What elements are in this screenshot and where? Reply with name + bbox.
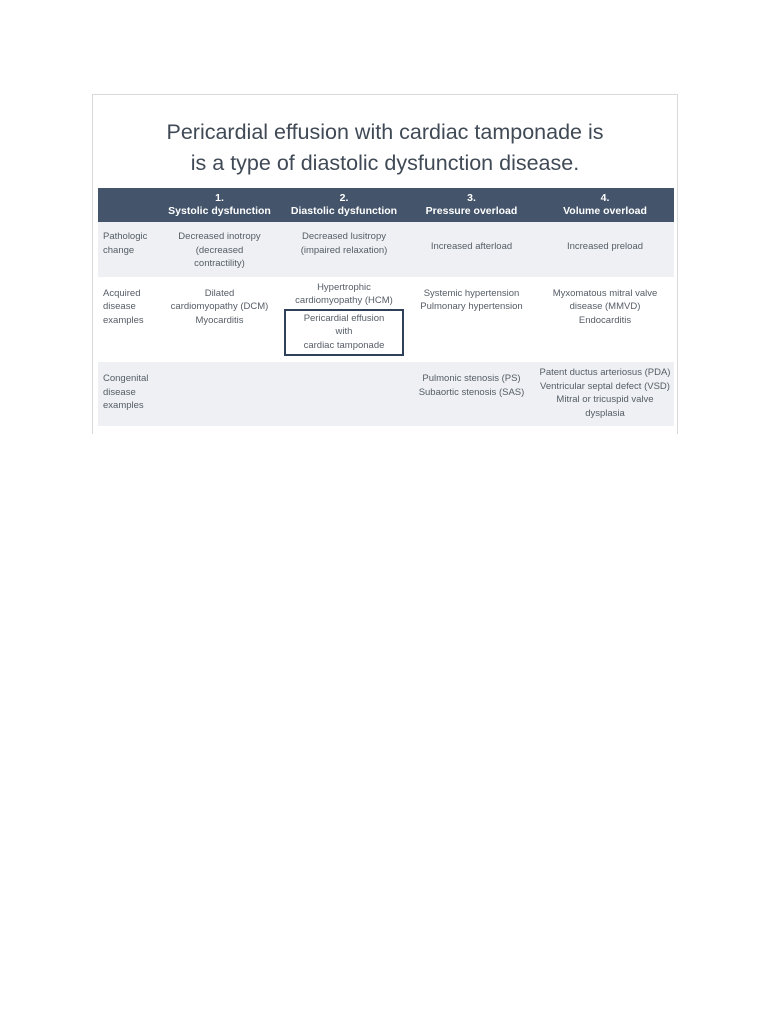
cell-diastolic [281, 277, 407, 363]
row-label-line: Acquired [103, 287, 141, 299]
row-label [98, 277, 158, 363]
cell-line: dysplasia [585, 407, 625, 419]
cell-line: Myxomatous mitral valve [552, 287, 658, 299]
cell-line: Pulmonic stenosis (PS) [422, 373, 521, 384]
cell-pressure [407, 222, 536, 277]
header-systolic [158, 188, 281, 222]
slide-title [93, 117, 677, 179]
table-header-row [98, 188, 674, 222]
cell-line: Endocarditis [578, 314, 632, 326]
cell-line: cardiomyopathy (DCM) [170, 301, 269, 312]
cell-line: Myocarditis [195, 314, 244, 326]
highlight-box [284, 309, 404, 357]
cell-line: Pulmonary hypertension [420, 301, 523, 312]
row-label-line: change [103, 244, 135, 256]
cell-line: Dilated [204, 287, 235, 299]
row-label-line: Pathologic [103, 231, 148, 242]
header-cell-empty [98, 188, 158, 222]
cell-volume [536, 277, 674, 363]
cell-line: cardiomyopathy (HCM) [295, 295, 393, 306]
header-label: Systolic dysfunction [168, 205, 271, 217]
header-label: Pressure overload [425, 205, 518, 217]
row-label [98, 362, 158, 426]
cell-line: Patent ductus arteriosus (PDA) [539, 367, 671, 378]
cell-line: Hypertrophic [317, 281, 371, 293]
cell-line: Increased preload [566, 240, 644, 252]
header-diastolic [281, 188, 407, 222]
cell-systolic [158, 362, 281, 426]
cell-diastolic [281, 362, 407, 426]
cell-line: Decreased lusitropy [302, 231, 386, 242]
header-number: 3. [467, 192, 476, 204]
highlight-line: Pericardial effusion with [303, 312, 385, 337]
table-row [98, 222, 674, 277]
cell-systolic [158, 277, 281, 363]
cell-line: Increased afterload [430, 240, 513, 252]
header-label: Diastolic dysfunction [290, 205, 398, 217]
row-label-line: examples [103, 400, 144, 411]
cell-line: Systemic hypertension [423, 287, 520, 299]
header-volume [536, 188, 674, 222]
cell-line: (decreased [195, 244, 244, 256]
header-pressure [407, 188, 536, 222]
cell-volume [536, 362, 674, 426]
row-label [98, 222, 158, 277]
cell-line: Ventricular septal defect (VSD) [540, 380, 670, 392]
header-number: 2. [339, 192, 349, 204]
row-label-line: Congenital [103, 373, 149, 384]
row-label-line: disease [103, 301, 136, 312]
row-label-line: examples [103, 314, 144, 326]
cell-volume [536, 222, 674, 277]
dysfunction-table [98, 188, 674, 426]
cell-line: disease (MMVD) [569, 301, 641, 312]
cell-diastolic [281, 222, 407, 277]
cell-pressure [407, 277, 536, 363]
cell-line: Subaortic stenosis (SAS) [418, 386, 525, 398]
cell-pressure [407, 362, 536, 426]
header-label: Volume overload [563, 205, 647, 217]
cell-line: Mitral or tricuspid valve [556, 394, 654, 405]
header-number: 4. [600, 192, 610, 204]
row-label-line: disease [103, 386, 136, 398]
highlight-line: cardiac tamponade [303, 339, 385, 351]
cell-line: contractility) [194, 258, 245, 269]
cell-line: Decreased inotropy [178, 231, 261, 242]
slide-title-line-1: Pericardial effusion with cardiac tamponade is [166, 120, 604, 144]
header-number: 1. [215, 192, 224, 204]
table-row [98, 362, 674, 426]
slide-title-line-2: is a type of diastolic dysfunction disease. [190, 151, 580, 175]
slide [92, 94, 678, 434]
cell-line: (impaired relaxation) [300, 244, 388, 256]
table-row [98, 277, 674, 363]
cell-systolic [158, 222, 281, 277]
